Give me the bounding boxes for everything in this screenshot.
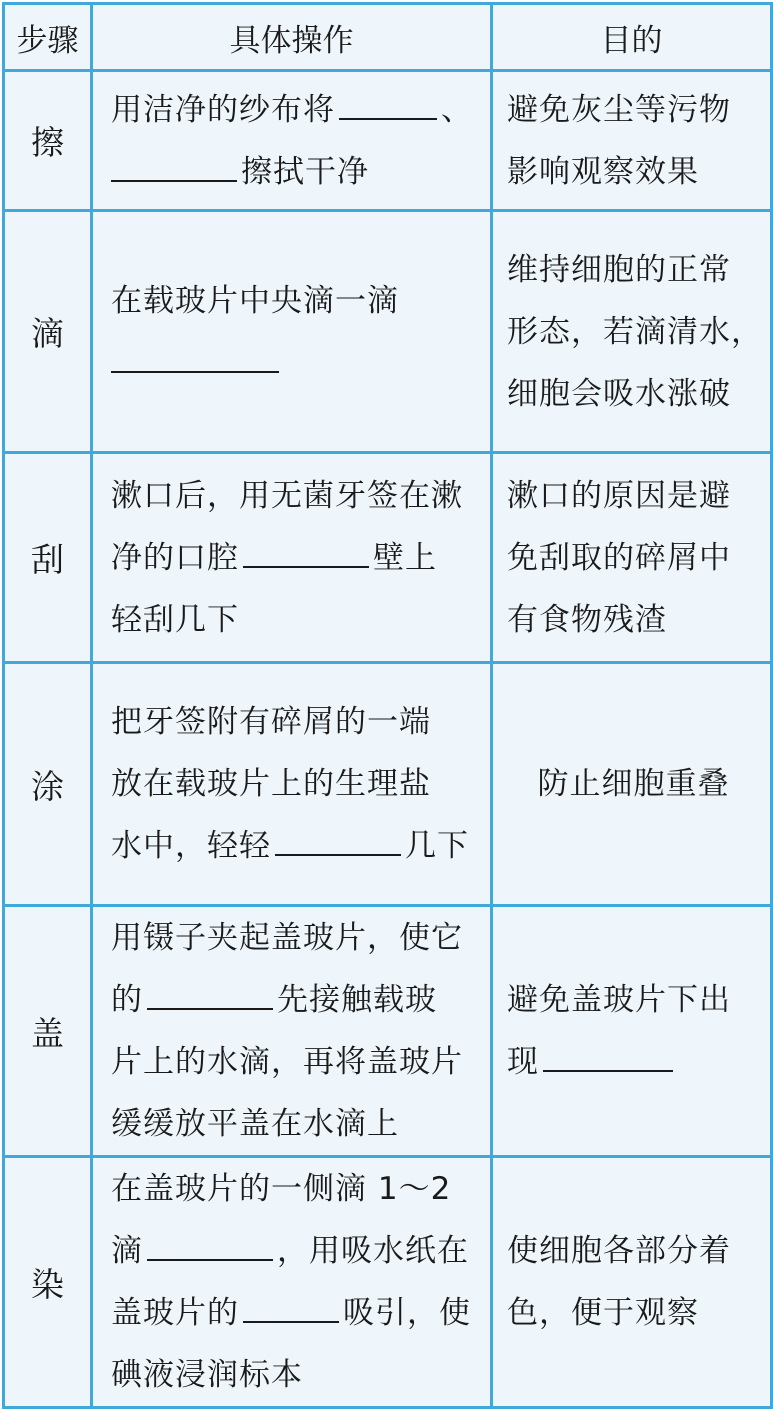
answer-blank[interactable] bbox=[543, 1044, 673, 1072]
header-row bbox=[4, 4, 772, 71]
text-line: 片上的水滴，再将盖玻片 bbox=[111, 1044, 463, 1080]
text-line bbox=[111, 969, 476, 1031]
text-fragment: 水中，轻轻 bbox=[111, 828, 271, 864]
table-row bbox=[4, 906, 772, 1157]
text-fragment: 的 bbox=[111, 982, 143, 1018]
text-fragment: 吸引，使 bbox=[343, 1295, 471, 1331]
procedure-table bbox=[2, 2, 773, 1409]
text-fragment: 现 bbox=[507, 1044, 539, 1080]
answer-blank[interactable] bbox=[243, 540, 369, 568]
table-row bbox=[4, 1157, 772, 1408]
text-fragment: 壁上 bbox=[373, 539, 437, 576]
step-cell: 盖 bbox=[4, 906, 92, 1157]
text-line bbox=[111, 527, 476, 589]
text-line: 免刮取的碎屑中 bbox=[507, 539, 731, 576]
purpose-cell bbox=[492, 906, 772, 1157]
text-line: 在载玻片中央滴一滴 bbox=[111, 282, 399, 319]
text-line: 放在载玻片上的生理盐 bbox=[111, 766, 431, 802]
step-cell: 滴 bbox=[4, 211, 92, 453]
text-line: 漱口的原因是避 bbox=[507, 477, 731, 514]
step-cell: 擦 bbox=[4, 71, 92, 211]
text-line bbox=[111, 141, 476, 203]
answer-blank[interactable] bbox=[275, 828, 401, 856]
text-line: 色，便于观察 bbox=[507, 1295, 699, 1331]
text-line: 细胞会吸水涨破 bbox=[507, 375, 731, 412]
purpose-cell bbox=[492, 71, 772, 211]
table-row bbox=[4, 211, 772, 453]
operation-cell bbox=[92, 1157, 492, 1408]
text-line: 形态，若滴清水， bbox=[507, 313, 763, 350]
operation-cell bbox=[92, 453, 492, 663]
text-line: 轻刮几下 bbox=[111, 601, 239, 638]
text-fragment: 、 bbox=[441, 91, 473, 128]
header-operation: 具体操作 bbox=[92, 4, 492, 71]
text-line: 影响观察效果 bbox=[507, 153, 699, 190]
table-row bbox=[4, 71, 772, 211]
header-purpose: 目的 bbox=[492, 4, 772, 71]
text-fragment: 盖玻片的 bbox=[111, 1295, 239, 1331]
text-line: 用镊子夹起盖玻片，使它 bbox=[111, 920, 463, 956]
text-line bbox=[507, 1031, 760, 1093]
answer-blank[interactable] bbox=[147, 982, 273, 1010]
operation-cell bbox=[92, 211, 492, 453]
text-line bbox=[111, 332, 476, 394]
purpose-cell bbox=[492, 453, 772, 663]
text-line: 漱口后，用无菌牙签在漱 bbox=[111, 477, 463, 514]
text-fragment: 净的口腔 bbox=[111, 539, 239, 576]
operation-cell bbox=[92, 663, 492, 906]
text-line: 在盖玻片的一侧滴 1～2 bbox=[111, 1171, 452, 1207]
text-fragment: 几下 bbox=[405, 828, 469, 864]
table-row bbox=[4, 453, 772, 663]
text-fragment: 擦拭干净 bbox=[241, 153, 369, 190]
text-line: 防止细胞重叠 bbox=[537, 766, 730, 802]
text-fragment: 先接触载玻 bbox=[277, 982, 437, 1018]
text-line: 维持细胞的正常 bbox=[507, 251, 731, 288]
answer-blank[interactable] bbox=[147, 1233, 273, 1261]
purpose-cell bbox=[492, 663, 772, 906]
text-fragment: 滴 bbox=[111, 1233, 143, 1269]
step-cell: 涂 bbox=[4, 663, 92, 906]
text-fragment: ，用吸水纸在 bbox=[277, 1233, 469, 1269]
purpose-cell bbox=[492, 1157, 772, 1408]
answer-blank[interactable] bbox=[243, 1295, 339, 1323]
text-line bbox=[111, 1282, 476, 1344]
text-line: 碘液浸润标本 bbox=[111, 1357, 303, 1393]
text-line: 避免灰尘等污物 bbox=[507, 91, 731, 128]
text-line: 使细胞各部分着 bbox=[507, 1233, 731, 1269]
operation-cell bbox=[92, 71, 492, 211]
purpose-cell bbox=[492, 211, 772, 453]
operation-cell bbox=[92, 906, 492, 1157]
step-cell: 染 bbox=[4, 1157, 92, 1408]
text-line bbox=[111, 815, 476, 877]
answer-blank[interactable] bbox=[339, 92, 437, 120]
header-step: 步骤 bbox=[4, 4, 92, 71]
text-line: 把牙签附有碎屑的一端 bbox=[111, 704, 431, 740]
text-line: 有食物残渣 bbox=[507, 601, 667, 638]
text-line bbox=[111, 79, 476, 141]
answer-blank[interactable] bbox=[111, 345, 279, 373]
text-line bbox=[111, 1220, 476, 1282]
text-fragment: 用洁净的纱布将 bbox=[111, 91, 335, 128]
text-line: 缓缓放平盖在水滴上 bbox=[111, 1106, 399, 1142]
step-cell: 刮 bbox=[4, 453, 92, 663]
table-row bbox=[4, 663, 772, 906]
answer-blank[interactable] bbox=[111, 154, 237, 182]
text-line: 避免盖玻片下出 bbox=[507, 982, 731, 1018]
